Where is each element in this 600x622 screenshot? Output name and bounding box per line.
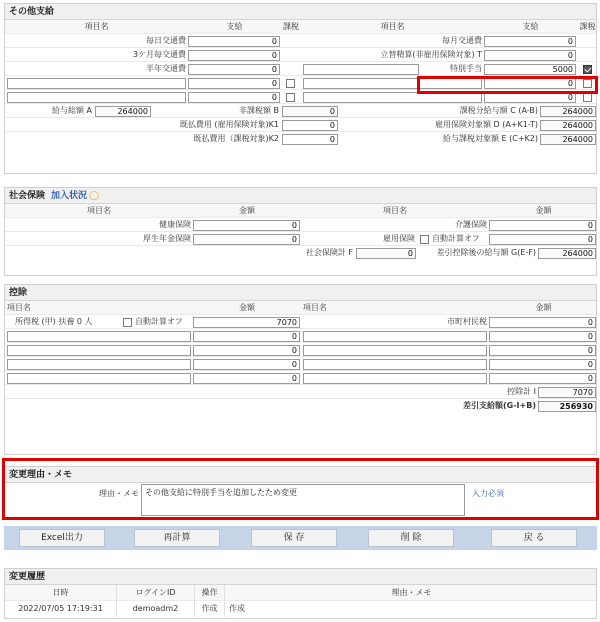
gross-value: 264000 xyxy=(95,106,151,117)
deduction-total-value: 7070 xyxy=(538,387,596,398)
left-label-1: 毎日交通費 xyxy=(146,36,186,45)
left-label-3: 半年交通費 xyxy=(146,64,186,73)
salary-taxable-label: 給与課税対象額 E (C+K2) xyxy=(442,134,538,143)
health-label: 健康保険 xyxy=(159,220,191,229)
history-title: 変更履歴 xyxy=(5,569,596,585)
social-row-1 xyxy=(5,218,596,232)
other-row-3 xyxy=(5,62,596,76)
deduction-row-3 xyxy=(5,343,596,357)
tax-checkbox-special[interactable] xyxy=(583,65,592,74)
lightbulb-icon: ◯ xyxy=(89,190,100,201)
other-payments-title: その他支給 xyxy=(5,4,596,20)
deduction-section xyxy=(4,284,597,455)
other-total-row-2 xyxy=(5,118,596,132)
deduction-row-2 xyxy=(5,329,596,343)
history-col-op: 操作 xyxy=(195,585,225,601)
nontax-label: 非課税額 B xyxy=(238,106,279,115)
history-op: 作成 xyxy=(195,601,225,617)
net-pay-value: 256930 xyxy=(538,401,596,412)
social-insurance-title-row xyxy=(5,188,596,204)
emp-ins-value[interactable]: 0 xyxy=(489,234,596,245)
emp-ins-auto-checkbox[interactable] xyxy=(420,235,429,244)
emp-ins-label: 雇用保険 xyxy=(383,234,415,243)
right-value-5[interactable]: 0 xyxy=(484,92,576,103)
right-value-2[interactable]: 0 xyxy=(484,50,576,61)
right-name-input-3[interactable] xyxy=(303,64,419,75)
net-pay-row xyxy=(5,399,596,413)
col-tax-left: 課税 xyxy=(283,22,299,31)
emp-ins-target-value: 264000 xyxy=(540,120,596,131)
social-col-amount-right: 金額 xyxy=(535,206,552,215)
ded-right-value-4[interactable]: 0 xyxy=(489,359,596,370)
social-col-item-left: 項目名 xyxy=(87,206,111,215)
paid-k2-value[interactable]: 0 xyxy=(282,134,338,145)
income-tax-auto-checkbox[interactable] xyxy=(123,318,132,327)
income-tax-label: 所得税 (甲) 扶養 0 人 xyxy=(15,317,93,326)
ded-col-item-right: 項目名 xyxy=(303,303,327,312)
ded-left-value-2[interactable]: 0 xyxy=(193,331,300,342)
col-tax-right: 課税 xyxy=(579,22,596,31)
emp-ins-target-label: 雇用保険対象額 D (A+K1-T) xyxy=(434,120,538,129)
gross-label: 給与総額 A xyxy=(51,106,92,115)
after-social-label: 差引控除後の給与額 G(E-F) xyxy=(436,248,536,257)
pension-value[interactable]: 0 xyxy=(193,234,300,245)
tax-checkbox-left-4[interactable] xyxy=(286,79,295,88)
ded-col-amount-left: 金額 xyxy=(239,303,255,312)
care-value[interactable]: 0 xyxy=(489,220,596,231)
social-col-amount-left: 金額 xyxy=(239,206,255,215)
resident-tax-label: 市町村民税 xyxy=(447,317,487,326)
ded-right-value-2[interactable]: 0 xyxy=(489,331,596,342)
social-total-value: 0 xyxy=(356,248,416,259)
ded-left-value-3[interactable]: 0 xyxy=(193,345,300,356)
history-header-row xyxy=(5,585,596,601)
left-value-1[interactable]: 0 xyxy=(188,36,280,47)
left-name-input-5[interactable] xyxy=(7,92,186,103)
emp-ins-auto-label: 自動計算オフ xyxy=(432,234,480,243)
other-row-2 xyxy=(5,48,596,62)
income-tax-auto-label: 自動計算オフ xyxy=(135,317,183,326)
ded-right-name-4[interactable] xyxy=(303,359,487,370)
right-value-3[interactable]: 5000 xyxy=(484,64,576,75)
left-label-2: 3ケ月毎交通費 xyxy=(132,50,186,59)
deduction-row-1 xyxy=(5,315,596,329)
other-row-1 xyxy=(5,34,596,48)
taxable-value: 264000 xyxy=(540,106,596,117)
right-value-1[interactable]: 0 xyxy=(484,36,576,47)
after-social-value: 264000 xyxy=(538,248,596,259)
history-col-login: ログインID xyxy=(117,585,195,601)
net-pay-label: 差引支給額(G-I+B) xyxy=(463,401,536,410)
history-col-date: 日時 xyxy=(5,585,117,601)
right-label-1: 毎月交通費 xyxy=(442,36,482,45)
history-date: 2022/07/05 17:19:31 xyxy=(5,601,117,617)
enrollment-status-link[interactable]: 加入状況 xyxy=(51,190,88,201)
history-memo: 作成 xyxy=(229,604,245,613)
ded-left-value-4[interactable]: 0 xyxy=(193,359,300,370)
other-total-row-3 xyxy=(5,132,596,146)
left-name-input-4[interactable] xyxy=(7,78,186,89)
ded-col-item-left: 項目名 xyxy=(7,303,31,312)
memo-required-note: 入力必須 xyxy=(472,489,504,498)
deduction-total-row xyxy=(5,385,596,399)
deduction-total-label: 控除計 I xyxy=(507,387,536,396)
social-insurance-section xyxy=(4,187,597,276)
social-insurance-title: 社会保険 xyxy=(9,190,46,201)
highlight-memo xyxy=(2,458,599,520)
ded-right-value-3[interactable]: 0 xyxy=(489,345,596,356)
col-item-left: 項目名 xyxy=(84,22,109,31)
ded-left-name-3[interactable] xyxy=(7,345,191,356)
ded-col-amount-right: 金額 xyxy=(535,303,552,312)
pension-label: 厚生年金保険 xyxy=(143,234,191,243)
action-button-bar xyxy=(4,526,597,550)
deduction-row-4 xyxy=(5,357,596,371)
paid-k1-value[interactable]: 0 xyxy=(282,120,338,131)
highlight-special-allowance xyxy=(417,76,598,94)
paid-k1-label: 既払費用 (雇用保険対象)K1 xyxy=(179,120,279,129)
history-section xyxy=(4,568,597,619)
back-button[interactable]: 戻 る xyxy=(491,529,577,547)
history-login: demoadm2 xyxy=(117,601,195,617)
right-value-4[interactable]: 0 xyxy=(484,78,576,89)
memo-title: 変更理由・メモ xyxy=(5,467,596,483)
left-value-4[interactable]: 0 xyxy=(188,78,280,89)
left-value-5[interactable]: 0 xyxy=(188,92,280,103)
right-label-3: 特別手当 xyxy=(450,64,482,73)
social-header-row xyxy=(5,204,596,218)
left-value-3[interactable]: 0 xyxy=(188,64,280,75)
excel-export-button[interactable]: Excel出力 xyxy=(19,529,105,547)
ded-right-name-2[interactable] xyxy=(303,331,487,342)
health-value[interactable]: 0 xyxy=(193,220,300,231)
col-pay-right: 支給 xyxy=(522,22,539,31)
other-total-row-1 xyxy=(5,104,596,118)
history-row xyxy=(5,601,596,617)
deduction-title: 控除 xyxy=(5,285,596,301)
deduction-row-5 xyxy=(5,371,596,385)
taxable-label: 課税分給与額 C (A-B) xyxy=(459,106,538,115)
col-item-right: 項目名 xyxy=(380,22,405,31)
social-total-row xyxy=(5,246,596,260)
care-label: 介護保険 xyxy=(455,220,487,229)
nontax-value: 0 xyxy=(282,106,338,117)
memo-label: 理由・メモ xyxy=(99,489,139,498)
history-col-memo: 理由・メモ xyxy=(391,588,432,597)
tax-checkbox-left-5[interactable] xyxy=(286,93,295,102)
other-header-row xyxy=(5,20,596,34)
recalculate-button[interactable]: 再計算 xyxy=(134,529,220,547)
salary-taxable-value: 264000 xyxy=(540,134,596,145)
ded-left-name-4[interactable] xyxy=(7,359,191,370)
delete-button[interactable]: 削 除 xyxy=(368,529,454,547)
ded-right-name-3[interactable] xyxy=(303,345,487,356)
social-col-item-right: 項目名 xyxy=(383,206,407,215)
memo-textarea[interactable]: その他支給に特別手当を追加したため変更 xyxy=(141,484,465,516)
col-pay-left: 支給 xyxy=(226,22,243,31)
tax-checkbox-right-5[interactable] xyxy=(583,93,592,102)
ded-left-value-5[interactable]: 0 xyxy=(193,373,300,384)
ded-right-name-5[interactable] xyxy=(303,373,487,384)
social-total-label: 社会保険計 F xyxy=(305,248,353,257)
right-label-2: 立替精算(非雇用保険対象) T xyxy=(380,50,482,59)
paid-k2-label: 既払費用（課税対象)K2 xyxy=(193,134,279,143)
deduction-header-row xyxy=(5,301,596,315)
save-button[interactable]: 保 存 xyxy=(251,529,337,547)
ded-left-name-2[interactable] xyxy=(7,331,191,342)
resident-tax-value[interactable]: 0 xyxy=(489,317,596,328)
ded-left-name-5[interactable] xyxy=(7,373,191,384)
income-tax-value[interactable]: 7070 xyxy=(193,317,300,328)
left-value-2[interactable]: 0 xyxy=(188,50,280,61)
ded-right-value-5[interactable]: 0 xyxy=(489,373,596,384)
social-row-2 xyxy=(5,232,596,246)
